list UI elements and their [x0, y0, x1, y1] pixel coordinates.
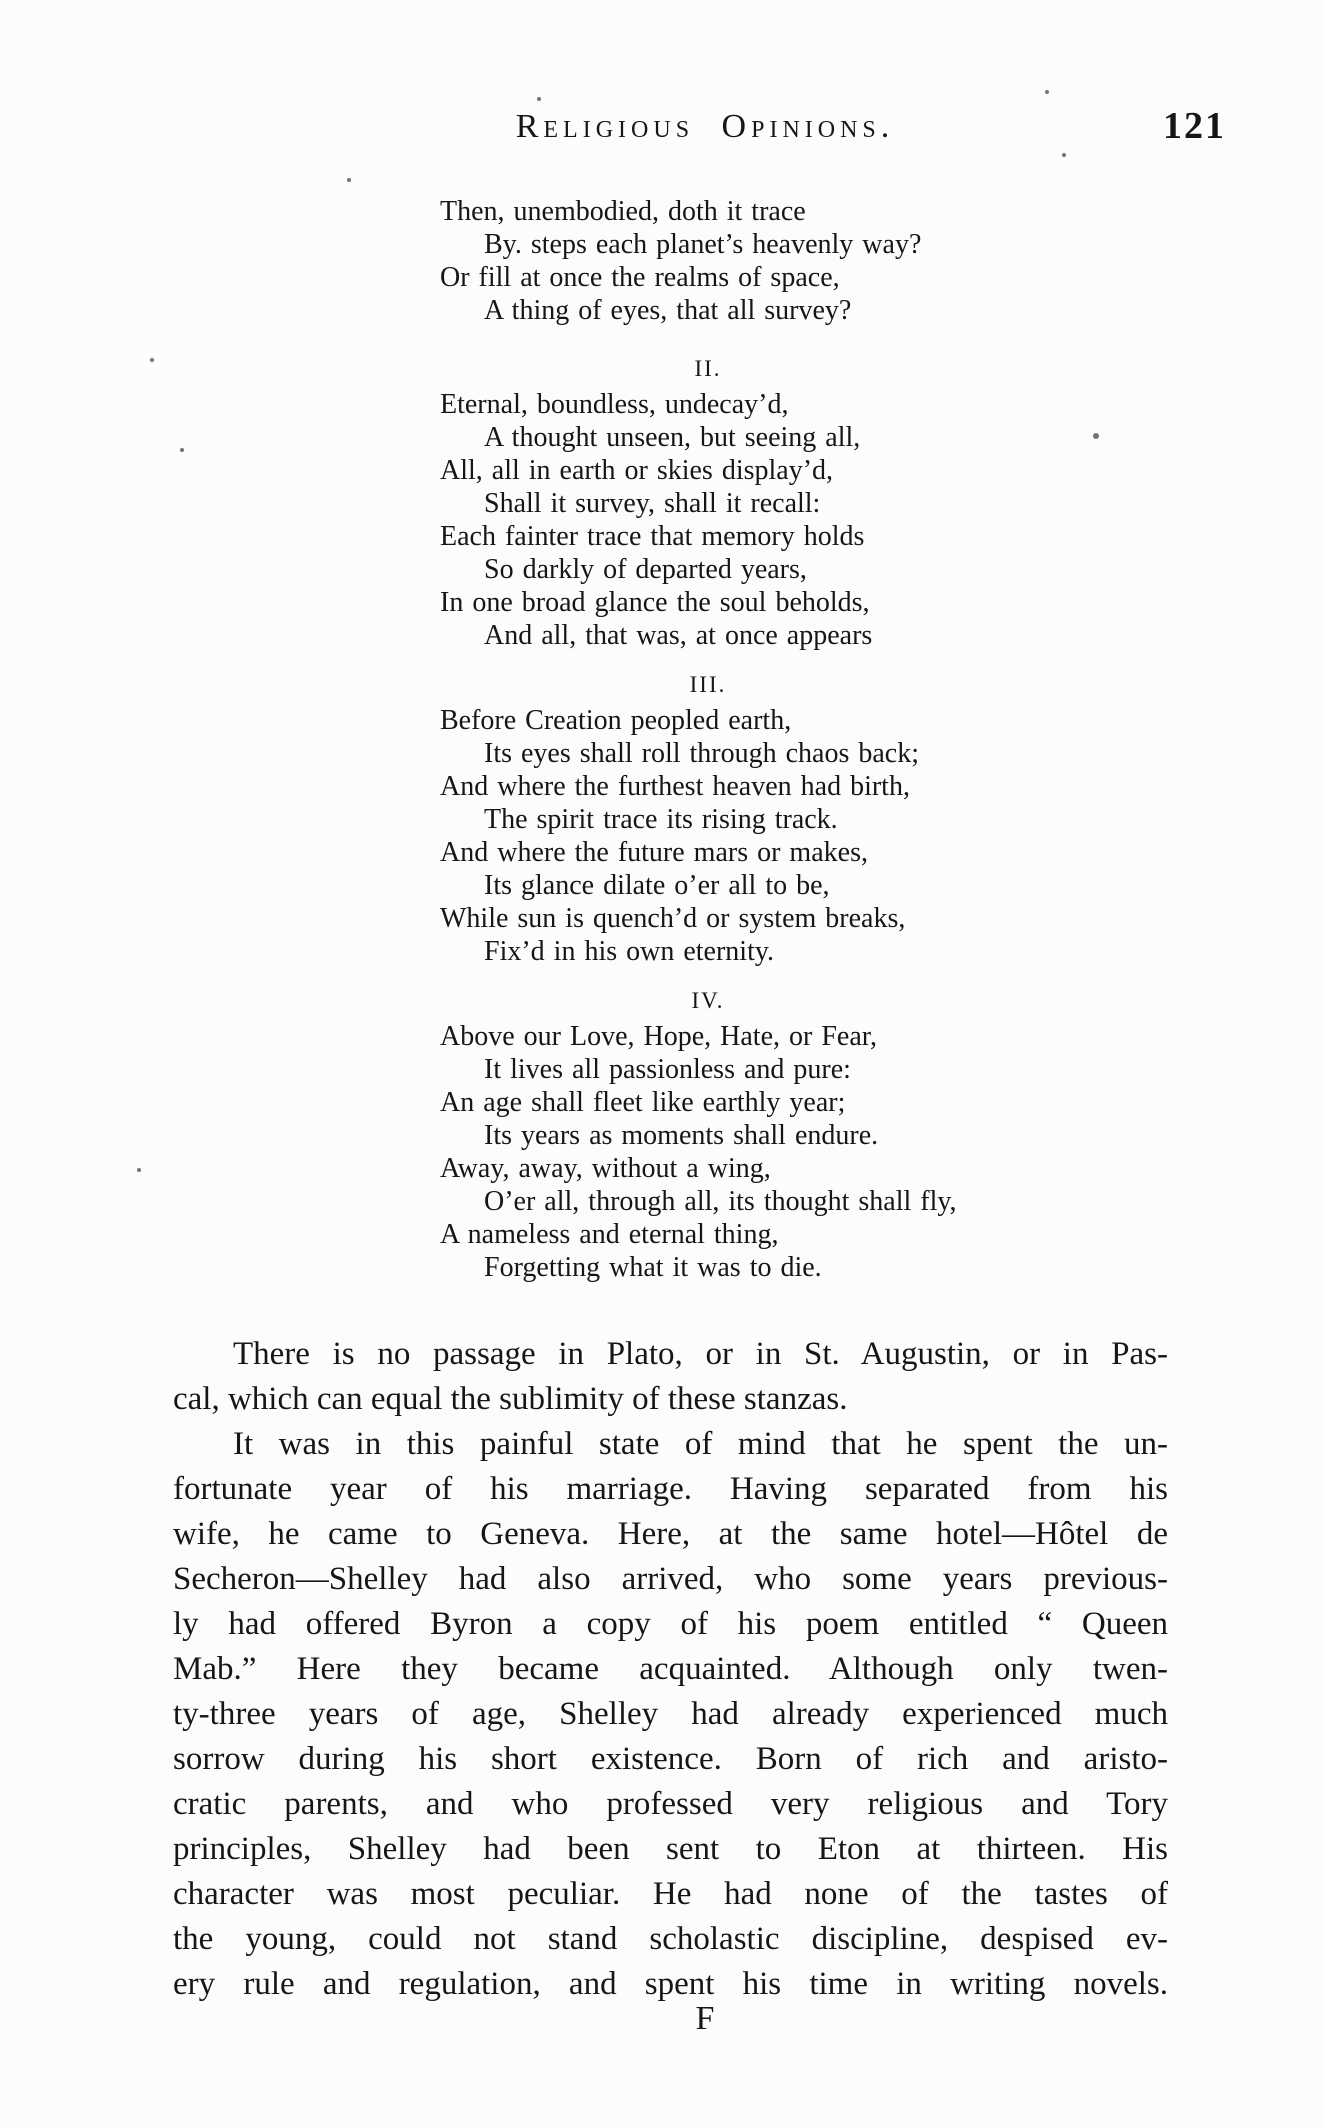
prose-line: ery rule and regulation, and spent his time in writing novels. [173, 1966, 1168, 2002]
poem-line: A nameless and eternal thing, [440, 1219, 779, 1250]
poem-stanza [440, 1020, 1080, 1284]
prose-line: Secheron—Shelley had also arrived, who some years previous- [173, 1561, 1168, 1597]
prose-line: fortunate year of his marriage. Having separated from his [173, 1471, 1168, 1507]
poem-line: Then, unembodied, doth it trace [440, 196, 806, 227]
poem-line: Before Creation peopled earth, [440, 705, 792, 736]
poem-line: The spirit trace its rising track. [484, 804, 838, 835]
poem-line: Away, away, without a wing, [440, 1153, 771, 1184]
prose-block [173, 1332, 1168, 2007]
poem-line: It lives all passionless and pure: [484, 1054, 851, 1085]
poem-line: A thought unseen, but seeing all, [484, 422, 861, 453]
poem-line: And where the furthest heaven had birth, [440, 771, 910, 802]
poem-line: In one broad glance the soul beholds, [440, 587, 870, 618]
scan-speck [137, 1168, 141, 1172]
poem-line: An age shall fleet like earthly year; [440, 1087, 846, 1118]
poem-line: By. steps each planet’s heavenly way? [484, 229, 922, 260]
poem-line: And where the future mars or makes, [440, 837, 868, 868]
prose-line: wife, he came to Geneva. Here, at the same hotel—Hôtel de [173, 1516, 1168, 1552]
poem-stanza [440, 195, 1080, 327]
scan-speck [180, 448, 184, 452]
poem-line: Or fill at once the realms of space, [440, 262, 840, 293]
poem-line: Each fainter trace that memory holds [440, 521, 865, 552]
page-number: 121 [1163, 105, 1226, 147]
poem-line: While sun is quench’d or system breaks, [440, 903, 906, 934]
scan-speck [1093, 433, 1099, 439]
prose-line: cratic parents, and who professed very religious and Tory [173, 1786, 1168, 1822]
poem-line: A thing of eyes, that all survey? [484, 295, 852, 326]
signature-mark: F [695, 2000, 715, 2037]
prose-line: sorrow during his short existence. Born of rich and aristo- [173, 1741, 1168, 1777]
scan-speck [1045, 90, 1049, 94]
scan-speck [1062, 153, 1066, 157]
prose-line: It was in this painful state of mind that he spent the un- [233, 1426, 1168, 1462]
prose-line: There is no passage in Plato, or in St. Augustin, or in Pas- [233, 1336, 1168, 1372]
prose-line: cal, which can equal the sublimity of these stanzas. [173, 1381, 848, 1417]
poem-line: Its glance dilate o’er all to be, [484, 870, 830, 901]
prose-paragraph [173, 1422, 1168, 2007]
scan-speck [347, 178, 351, 182]
scan-speck [150, 358, 154, 362]
prose-line: principles, Shelley had been sent to Eton at thirteen. His [173, 1831, 1168, 1867]
poem-line: All, all in earth or skies display’d, [440, 455, 834, 486]
poem-line: Fix’d in his own eternity. [484, 936, 775, 967]
poem-stanza [440, 704, 1080, 968]
signature-mark-box [440, 2000, 970, 2038]
running-header-title: Religious Opinions. [515, 108, 895, 145]
poem-block [440, 195, 1080, 1284]
poem-line: So darkly of departed years, [484, 554, 807, 585]
poem-line: Eternal, boundless, undecay’d, [440, 389, 789, 420]
stanza-numeral: III. [689, 672, 727, 697]
poem-line: Its eyes shall roll through chaos back; [484, 738, 920, 769]
prose-line: ty-three years of age, Shelley had already experienced much [173, 1696, 1168, 1732]
scan-speck [537, 97, 541, 101]
prose-line: Mab.” Here they became acquainted. Although only twen- [173, 1651, 1168, 1687]
prose-line: character was most peculiar. He had none of the tastes of [173, 1876, 1168, 1912]
poem-line: Forgetting what it was to die. [484, 1252, 822, 1283]
poem-line: O’er all, through all, its thought shall fly, [484, 1186, 957, 1217]
stanza-numeral: II. [694, 356, 722, 381]
prose-line: the young, could not stand scholastic discipline, despised ev- [173, 1921, 1168, 1957]
poem-line: And all, that was, at once appears [484, 620, 873, 651]
stanza-numeral: IV. [691, 988, 725, 1013]
poem-stanza [440, 388, 1080, 652]
poem-line: Shall it survey, shall it recall: [484, 488, 821, 519]
poem-line: Above our Love, Hope, Hate, or Fear, [440, 1021, 877, 1052]
poem-line: Its years as moments shall endure. [484, 1120, 879, 1151]
prose-line: ly had offered Byron a copy of his poem entitled “ Queen [173, 1606, 1168, 1642]
prose-paragraph [173, 1332, 1168, 1422]
running-header [440, 108, 970, 146]
